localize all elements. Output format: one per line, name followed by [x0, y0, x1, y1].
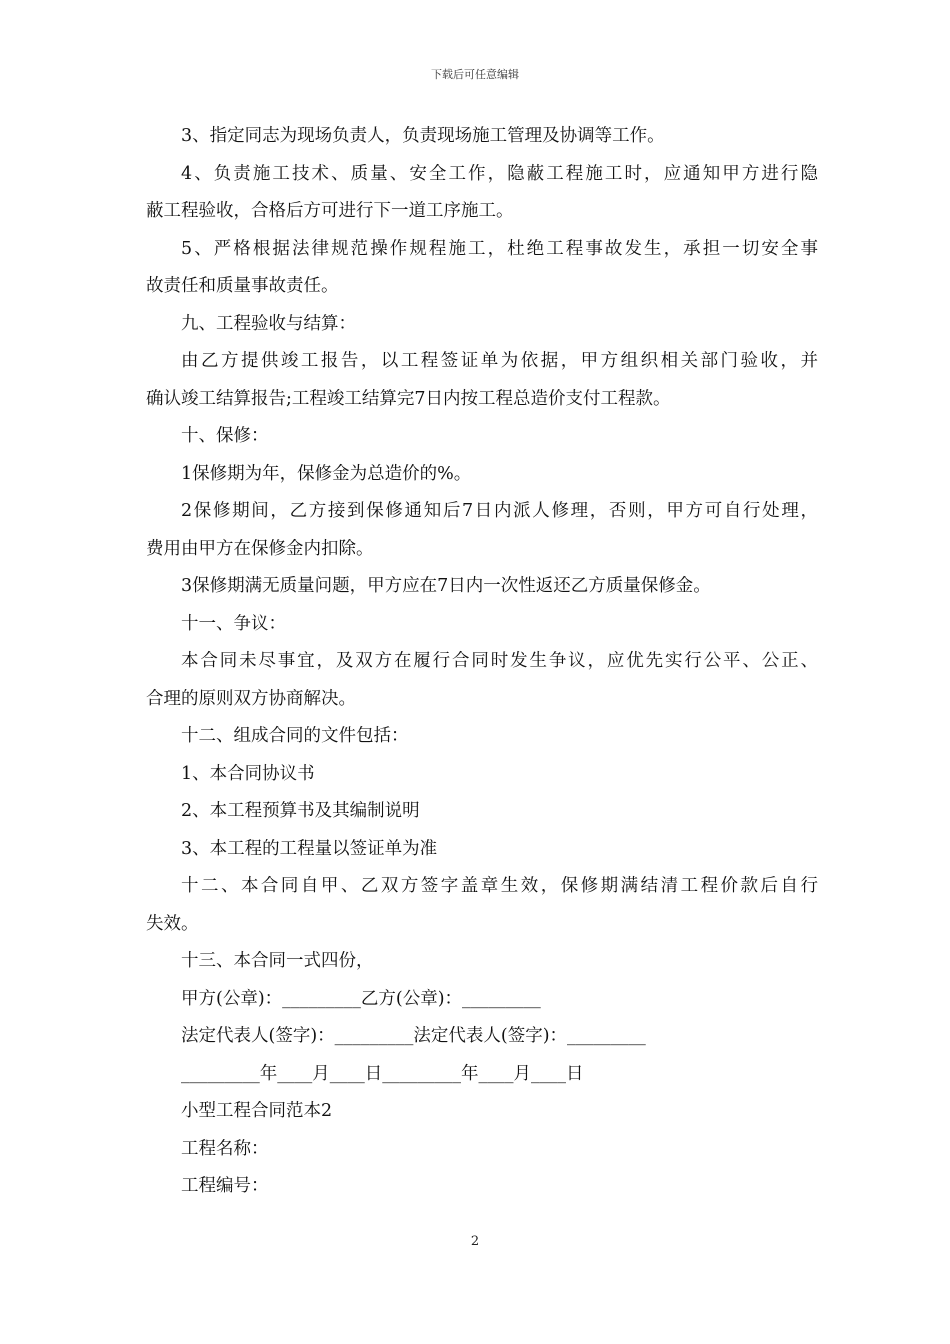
section-heading: 九、工程验收与结算： — [181, 313, 356, 334]
section-heading: 十二、组成合同的文件包括： — [181, 726, 409, 746]
page-header: 下载后可任意编辑 — [431, 68, 519, 81]
paragraph-line: 确认竣工结算报告;工程竣工结算完7日内按工程总造价支付工程款。 — [146, 388, 671, 409]
paragraph-line: 费用由甲方在保修金内扣除。 — [146, 538, 374, 559]
paragraph-line: 蔽工程验收，合格后方可进行下一道工序施工。 — [146, 201, 514, 221]
signature-line: 甲方(公章)：_________乙方(公章)：_________ — [181, 988, 541, 1009]
paragraph-line: 1保修期为年，保修金为总造价的%。 — [181, 463, 472, 484]
document-body — [146, 118, 818, 1206]
signature-line: 法定代表人(签字)：_________法定代表人(签字)：_________ — [181, 1026, 646, 1046]
date-line: _________年____月____日_________年____月____日 — [181, 1063, 584, 1084]
paragraph-line: 5、严格根据法律规范操作规程施工，杜绝工程事故发生，承担一切安全事 — [181, 238, 818, 259]
section-heading: 十一、争议： — [181, 613, 286, 634]
paragraph-line: 合理的原则双方协商解决。 — [146, 688, 356, 709]
paragraph-line: 故责任和质量事故责任。 — [146, 276, 339, 296]
page-number: 2 — [470, 1234, 480, 1249]
field-label: 工程编号： — [181, 1176, 269, 1196]
paragraph-line: 由乙方提供竣工报告，以工程签证单为依据，甲方组织相关部门验收，并 — [181, 351, 818, 371]
list-item: 1、本合同协议书 — [181, 763, 315, 784]
field-label: 工程名称： — [181, 1138, 269, 1159]
document-subtitle: 小型工程合同范本2 — [181, 1101, 333, 1121]
paragraph-line: 十二、本合同自甲、乙双方签字盖章生效，保修期满结清工程价款后自行 — [181, 876, 818, 896]
paragraph-line: 3保修期满无质量问题，甲方应在7日内一次性返还乙方质量保修金。 — [181, 576, 711, 596]
paragraph-line: 2保修期间，乙方接到保修通知后7日内派人修理，否则，甲方可自行处理， — [181, 501, 818, 521]
list-item: 2、本工程预算书及其编制说明 — [181, 801, 420, 821]
section-heading: 十三、本合同一式四份， — [181, 951, 374, 971]
paragraph-line: 3、指定同志为现场负责人，负责现场施工管理及协调等工作。 — [181, 126, 665, 146]
paragraph-line: 失效。 — [146, 913, 199, 934]
section-heading: 十、保修： — [181, 426, 269, 446]
paragraph-line: 4、负责施工技术、质量、安全工作，隐蔽工程施工时，应通知甲方进行隐 — [181, 163, 818, 184]
list-item: 3、本工程的工程量以签证单为准 — [181, 838, 438, 859]
paragraph-line: 本合同未尽事宜，及双方在履行合同时发生争议，应优先实行公平、公正、 — [181, 651, 818, 671]
